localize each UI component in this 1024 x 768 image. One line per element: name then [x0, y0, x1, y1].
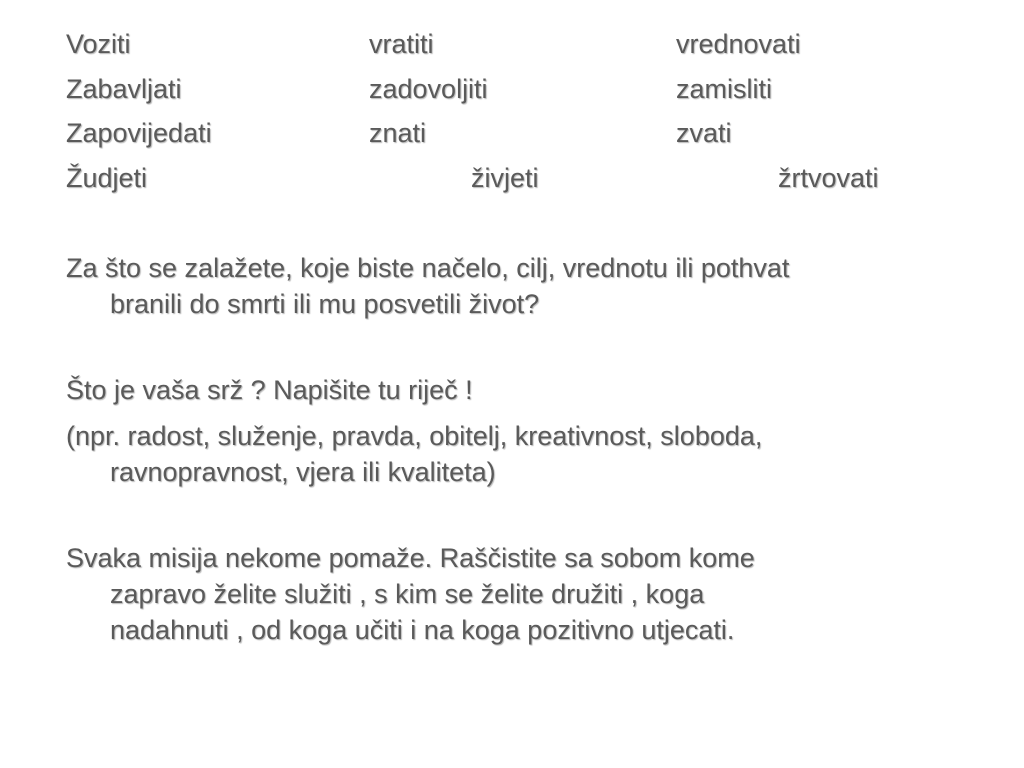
paragraph-examples — [66, 418, 966, 490]
verb-zrtvovati: žrtvovati — [778, 163, 879, 193]
paragraph-question-line-2: branili do smrti ili mu posvetili život? — [110, 289, 540, 319]
verb-zivjeti: živjeti — [471, 163, 539, 193]
paragraph-question-line-1: Za što se zalažete, koje biste načelo, cilj, vrednotu ili pothvat — [66, 253, 790, 283]
paragraph-mission-line-2: zapravo želite služiti , s kim se želite družiti , koga — [110, 579, 705, 609]
verb-zadovoljiti: zadovoljiti — [369, 74, 488, 104]
paragraph-mission — [66, 540, 966, 648]
verb-vratiti: vratiti — [369, 29, 434, 59]
verb-voziti: Voziti — [66, 29, 131, 59]
paragraph-mission-line-3: nadahnuti , od koga učiti i na koga pozitivno utjecati. — [110, 615, 735, 645]
verb-zabavljati: Zabavljati — [66, 74, 182, 104]
verb-zapovijedati: Zapovijedati — [66, 118, 212, 148]
paragraph-question — [66, 250, 966, 322]
verb-znati: znati — [369, 118, 427, 148]
verb-zvati: zvati — [676, 118, 732, 148]
verb-vrednovati: vrednovati — [676, 29, 801, 59]
paragraph-core: Što je vaša srž ? Napišite tu riječ ! — [66, 375, 473, 405]
paragraph-examples-line-1: (npr. radost, služenje, pravda, obitelj, kreativnost, sloboda, — [66, 421, 763, 451]
verb-zudjeti: Žudjeti — [66, 163, 148, 193]
verb-zamisliti: zamisliti — [676, 74, 773, 104]
paragraph-examples-line-2: ravnopravnost, vjera ili kvaliteta) — [110, 457, 496, 487]
paragraph-mission-line-1: Svaka misija nekome pomaže. Raščistite sa sobom kome — [66, 543, 755, 573]
